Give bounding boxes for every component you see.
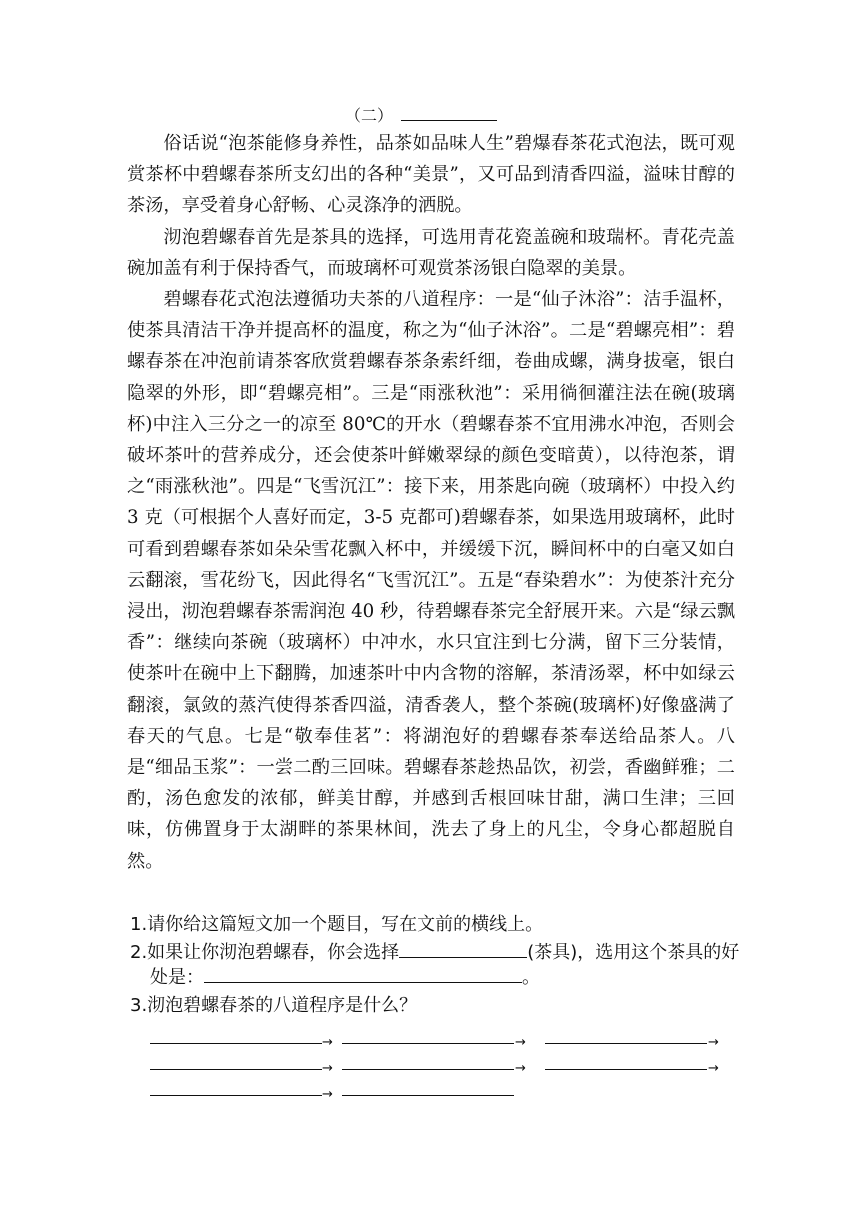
question-1: 1.请你给这篇短文加一个题目，写在文前的横线上。 xyxy=(130,914,544,935)
procedure-blank-4[interactable] xyxy=(150,1069,322,1070)
procedure-answer-chain xyxy=(130,1026,740,1102)
paragraph-3: 碧螺春花式泡法遵循功夫茶的八道程序：一是“仙子沐浴”：洁手温杯，使茶具清洁干净并提高杯的温度，称之为“仙子沐浴”。二是“碧螺亮相”：碧螺春茶在冲泡前请茶客欣赏碧螺春茶条索纤细，卷曲成螺，满身拔毫，银白隐翠的外形，即“碧螺亮相”。三是“雨涨秋池”：采用徜徊灌注法在碗(玻璃杯)中注入三分之一的凉至 80℃的开水（碧螺春茶不宜用沸水冲泡，否则会破坏茶叶的营养成分，还会使茶叶鲜嫩翠绿的颜色变暗黄），以待泡茶，谓之“雨涨秋池”。四是“飞雪沉江”：接下来，用茶匙向碗（玻璃杯）中投入约 3 克（可根据个人喜好而定，3-5 克都可)碧螺春茶，如果选用玻璃杯，此时可看到碧螺春茶如朵朵雪花飘入杯中，并缓缓下沉，瞬间杯中的白毫又如白云翻滚，雪花纷飞，因此得名“飞雪沉江”。五是“春染碧水”：为使茶汁充分浸出，沏泡碧螺春茶需润泡 40 秒，待碧螺春茶完全舒展开来。六是“绿云飘香”：继续向茶碗（玻璃杯）中冲水，水只宜注到七分满，留下三分装情，使茶叶在碗中上下翻腾，加速茶叶中内含物的溶解，茶清汤翠，杯中如绿云翻滚，氯敛的蒸汽使得茶香四溢，清香袭人，整个茶碗(玻璃杯)好像盛满了春天的气息。七是“敬奉佳茗”：将湖泡好的碧螺春茶奉送给品茶人。八是“细品玉浆”：一尝二酌三回味。碧螺春茶趁热品饮，初尝，香幽鲜雅；二酌，汤色愈发的浓郁，鲜美甘醇，并感到舌根回味甘甜，满口生津；三回味，仿佛置身于太湖畔的茶果林间，洗去了身上的凡尘，令身心都超脱自然。 xyxy=(127,289,735,872)
tea-set-answer-blank[interactable] xyxy=(399,940,527,958)
passage-title xyxy=(345,103,497,126)
question-3: 3.沏泡碧螺春茶的八道程序是什么？ xyxy=(130,995,418,1016)
question-2-mid: (茶具)，选用这个茶具的好处是： xyxy=(150,942,740,988)
arrow-icon: → xyxy=(708,1035,719,1050)
arrow-icon: → xyxy=(515,1061,526,1076)
question-2 xyxy=(130,940,740,990)
arrow-icon: → xyxy=(708,1061,719,1076)
arrow-icon: → xyxy=(322,1087,333,1102)
question-2-prompt: 2.如果让你沏泡碧螺春，你会选择 xyxy=(130,942,400,963)
question-2-end: 。 xyxy=(522,967,540,988)
title-answer-blank[interactable] xyxy=(401,106,497,121)
arrow-icon: → xyxy=(322,1061,333,1076)
paragraph-1: 俗话说“泡茶能修身养性，品茶如品味人生”碧爆春茶花式泡法，既可观赏茶杯中碧螺春茶所支幻出的各种“美景”，又可品到清香四溢，溢味甘醇的茶汤，享受着身心舒畅、心灵涤净的洒脱。 xyxy=(127,133,735,217)
arrow-icon: → xyxy=(515,1035,526,1050)
procedure-blank-8[interactable] xyxy=(342,1095,514,1096)
procedure-blank-5[interactable] xyxy=(342,1069,514,1070)
procedure-blank-1[interactable] xyxy=(150,1043,322,1044)
questions-section xyxy=(130,912,740,1102)
passage-body xyxy=(127,128,735,877)
paragraph-2: 沏泡碧螺春首先是茶具的选择，可选用青花瓷盖碗和玻瑞杯。青花壳盖碗加盖有利于保持香气，而玻璃杯可观赏茶汤银白隐翠的美景。 xyxy=(127,226,735,279)
procedure-blank-6[interactable] xyxy=(545,1069,707,1070)
arrow-icon: → xyxy=(322,1035,333,1050)
passage-title-label: （二） xyxy=(345,106,394,125)
benefit-answer-blank[interactable] xyxy=(204,965,522,983)
procedure-blank-2[interactable] xyxy=(342,1043,514,1044)
procedure-blank-7[interactable] xyxy=(150,1095,322,1096)
procedure-blank-3[interactable] xyxy=(545,1043,707,1044)
